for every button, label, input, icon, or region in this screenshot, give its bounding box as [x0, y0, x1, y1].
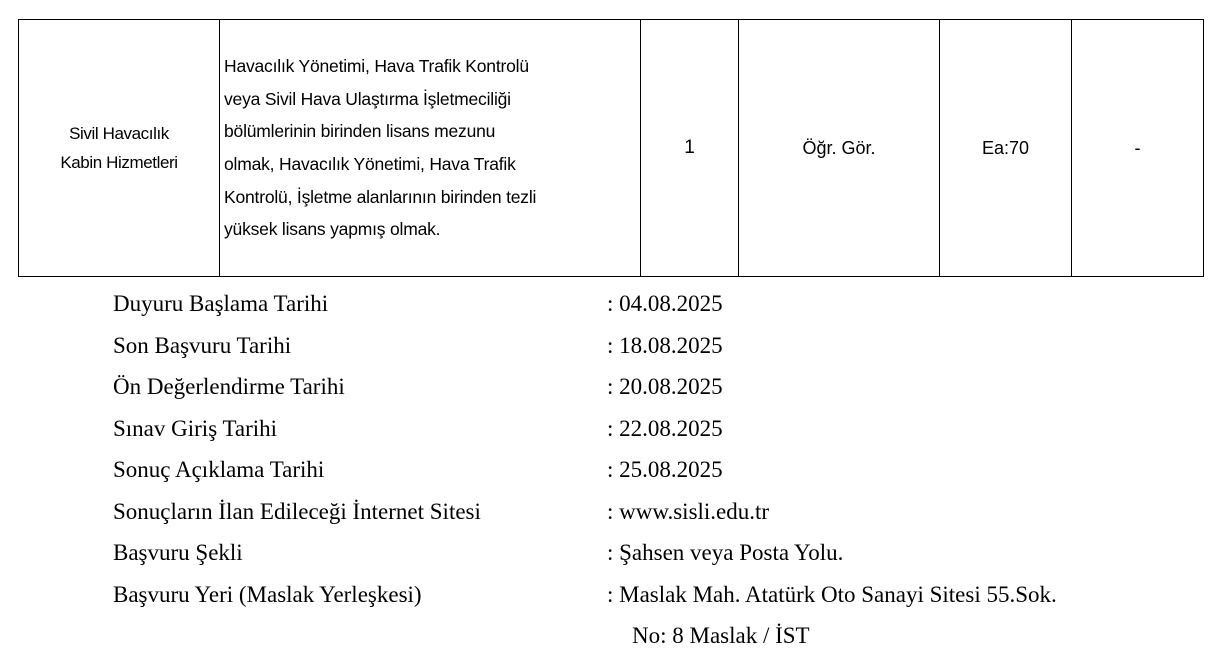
info-row-announcement-start: [113, 283, 1203, 325]
info-row-preliminary-evaluation: [113, 366, 1203, 408]
info-value: : www.sisli.edu.tr: [607, 498, 770, 524]
info-row-application-method: [113, 532, 1203, 574]
info-label: Başvuru Yeri (Maslak Yerleşkesi): [113, 581, 422, 607]
info-row-address-continuation: [113, 615, 1203, 657]
requirement-line: veya Sivil Hava Ulaştırma İşletmeciliği: [224, 88, 511, 109]
info-value: : Şahsen veya Posta Yolu.: [607, 540, 844, 565]
note-cell: -: [1072, 20, 1204, 277]
info-value: : 22.08.2025: [607, 415, 723, 441]
info-value: : 18.08.2025: [607, 332, 723, 358]
info-label: Sonuçların İlan Edileceği İnternet Sitesi: [113, 498, 481, 524]
info-label: Sonuç Açıklama Tarihi: [113, 457, 325, 482]
info-label: Ön Değerlendirme Tarihi: [113, 374, 345, 399]
info-value: : Maslak Mah. Atatürk Oto Sanayi Sitesi 55.Sok.: [607, 581, 1057, 607]
info-row-result-date: [113, 449, 1203, 491]
info-row-application-deadline: [113, 325, 1203, 367]
position-count-cell: 1: [641, 20, 739, 277]
requirement-line: olmak, Havacılık Yönetimi, Hava Trafik: [224, 154, 516, 174]
info-row-exam-date: [113, 408, 1203, 450]
requirement-line: Havacılık Yönetimi, Hava Trafik Kontrolü: [224, 56, 529, 77]
address-continuation: No: 8 Maslak / İST: [632, 623, 810, 648]
department-line: Kabin Hizmetleri: [60, 153, 178, 172]
position-table: [18, 19, 1204, 277]
info-label: Sınav Giriş Tarihi: [113, 415, 278, 441]
info-label: Başvuru Şekli: [113, 540, 243, 565]
info-value: : 25.08.2025: [607, 457, 723, 482]
department-cell: [19, 20, 220, 277]
info-row-application-place: [113, 574, 1203, 616]
announcement-info: [113, 283, 1203, 657]
department-line: Sivil Havacılık: [69, 124, 169, 143]
ales-score-cell: Ea:70: [940, 20, 1072, 277]
info-label: Son Başvuru Tarihi: [113, 332, 292, 358]
info-value: : 20.08.2025: [607, 374, 723, 399]
requirement-line: Kontrolü, İşletme alanlarının birinden tezli: [224, 186, 537, 207]
info-row-results-website: [113, 491, 1203, 533]
academic-title-cell: Öğr. Gör.: [739, 20, 940, 277]
table-row: [19, 20, 1204, 277]
requirement-line: yüksek lisans yapmış olmak.: [224, 219, 441, 240]
info-label: Duyuru Başlama Tarihi: [113, 291, 329, 316]
requirement-line: bölümlerinin birinden lisans mezunu: [224, 121, 496, 142]
requirements-cell: [220, 20, 641, 277]
info-value: : 04.08.2025: [607, 291, 723, 316]
